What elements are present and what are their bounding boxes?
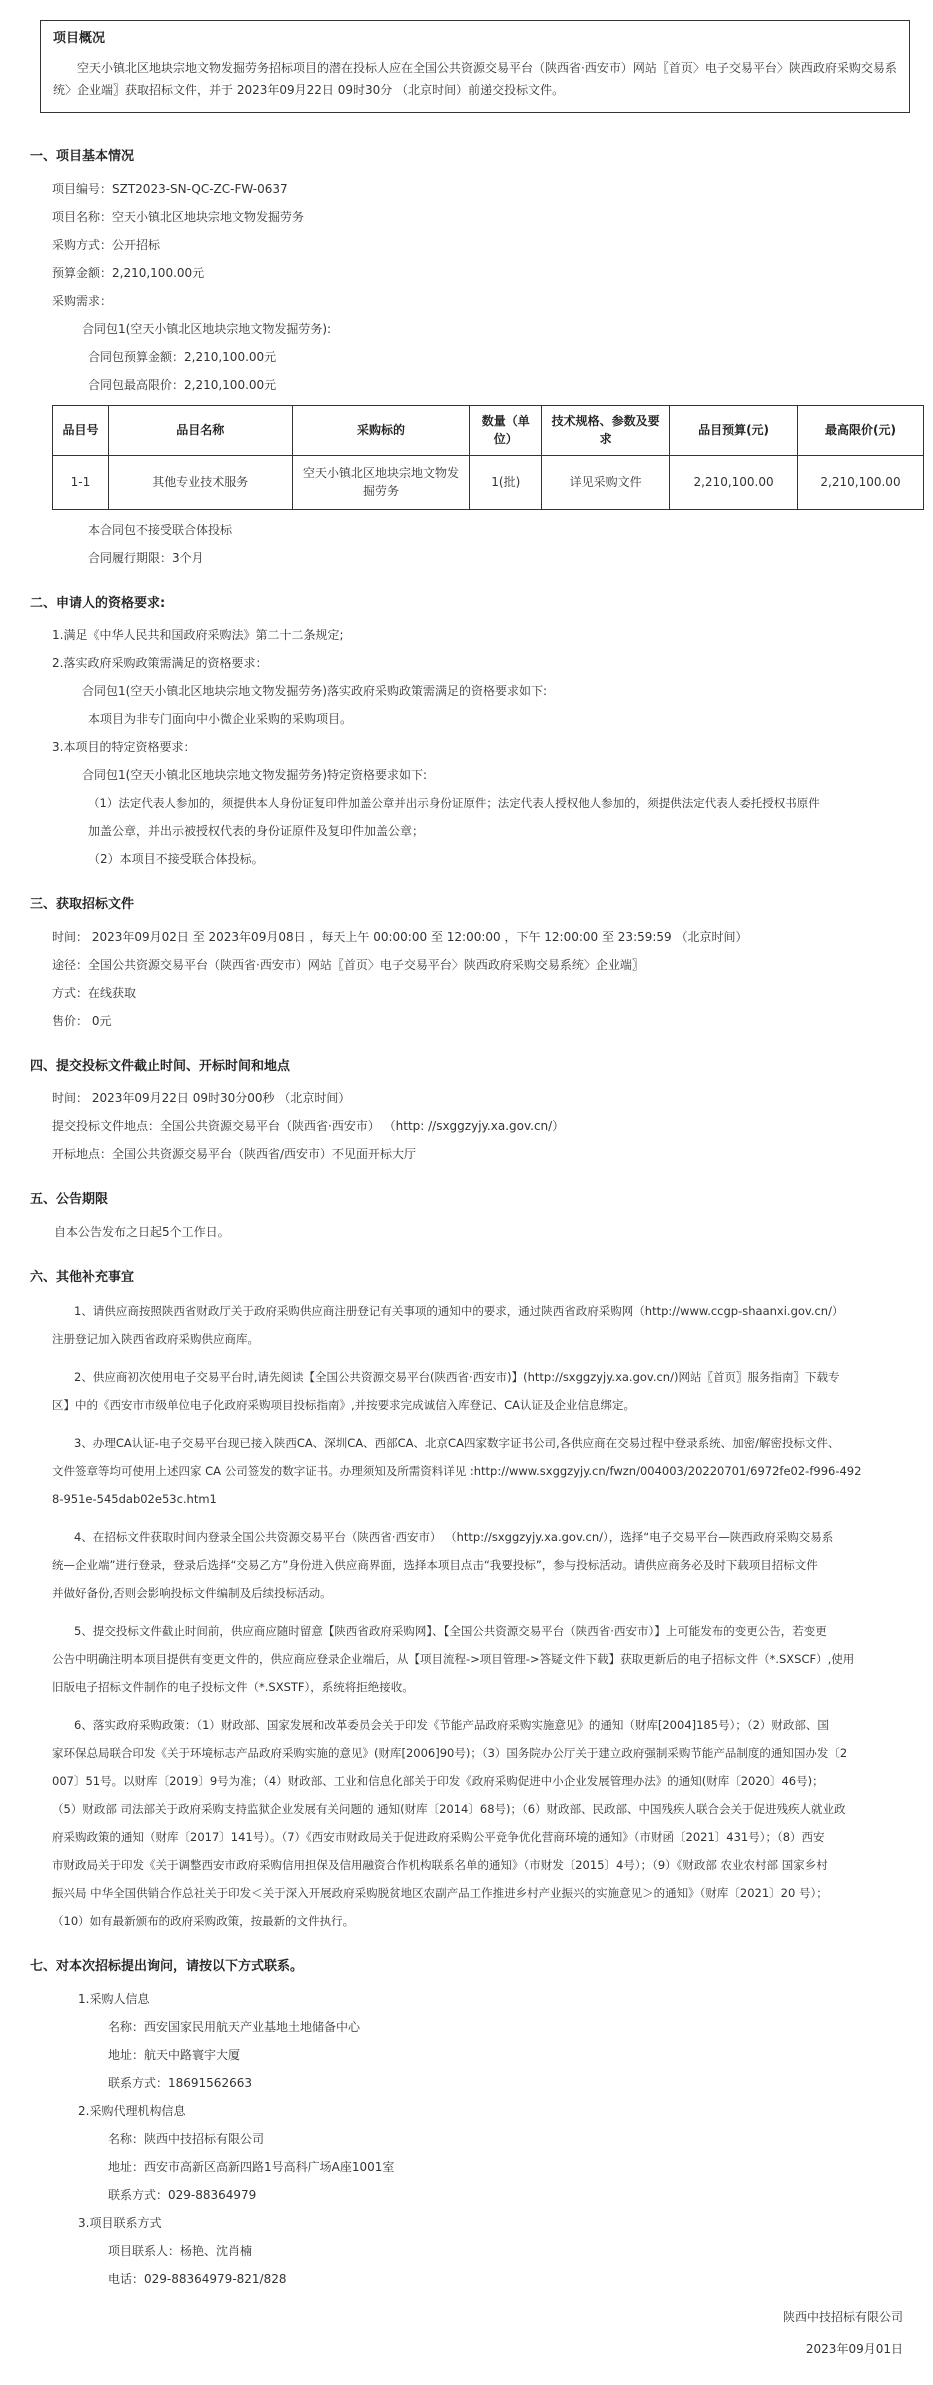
supplement-1b: 注册登记加入陕西省政府采购供应商库。	[52, 1332, 259, 1347]
opening-place: 开标地点：全国公共资源交易平台（陕西省/西安市）不见面开标大厅	[52, 1147, 417, 1162]
project-name: 项目名称：空天小镇北区地块宗地文物发掘劳务	[52, 209, 305, 224]
table-header-cell: 技术规格、参数及要求	[542, 405, 670, 455]
buyer-address: 地址：航天中路寰宇大厦	[108, 2047, 241, 2062]
section-notice-period-heading: 五、公告期限	[30, 1192, 109, 1208]
qualification-requirement-2: （2）本项目不接受联合体投标。	[88, 852, 264, 867]
supplement-3b: 文件签章等均可使用上述四家 CA 公司签发的数字证书。办理须知及所需资料详见 :http://www.sxggzyjy.cn/fwzn/004003/20220701/6972fe02-f996-492	[52, 1464, 862, 1479]
supplement-1a: 1、请供应商按照陕西省财政厅关于政府采购供应商注册登记有关事项的通知中的要求，通过陕西省政府采购网（http://www.ccgp-shaanxi.gov.cn/）	[74, 1304, 844, 1319]
buyer-phone: 联系方式：18691562663	[108, 2075, 252, 2090]
contract-package-title: 合同包1(空天小镇北区地块宗地文物发掘劳务):	[82, 321, 332, 336]
section-deadline-heading: 四、提交投标文件截止时间、开标时间和地点	[30, 1058, 291, 1074]
table-header-cell: 品目预算(元)	[670, 405, 798, 455]
signature-org: 陕西中技招标有限公司	[782, 2309, 903, 2324]
procurement-method: 采购方式：公开招标	[52, 237, 161, 252]
qualification-requirement-1b: 加盖公章，并出示被授权代表的身份证原件及复印件加盖公章；	[88, 824, 425, 839]
project-contact-phone: 电话：029-88364979-821/828	[108, 2271, 287, 2286]
table-header-cell: 采购标的	[292, 405, 470, 455]
supplement-6g: 振兴局 中华全国供销合作总社关于印发＜关于深入开展政府采购脱贫地区农副产品工作推进乡村产业振兴的实施意见＞的通知》（财库〔2021〕20 号）；	[52, 1886, 828, 1901]
section-supplementary-heading: 六、其他补充事宜	[30, 1269, 135, 1285]
supplement-2a: 2、供应商初次使用电子交易平台时,请先阅读【全国公共资源交易平台(陕西省·西安市)】(http://sxggzyjy.xa.gov.cn/)网站〖首页〗服务指南〗下载专	[74, 1370, 840, 1385]
agent-name: 名称：陕西中技招标有限公司	[108, 2131, 265, 2146]
agent-phone: 联系方式：029-88364979	[108, 2187, 257, 2202]
qualification-item-2-package: 合同包1(空天小镇北区地块宗地文物发掘劳务)落实政府采购政策需满足的资格要求如下:	[82, 684, 548, 699]
budget-amount: 预算金额：2,210,100.00元	[52, 265, 205, 280]
supplement-4c: 并做好备份,否则会影响投标文件编制及后续投标活动。	[52, 1586, 332, 1601]
contract-period: 合同履行期限：3个月	[88, 550, 204, 565]
supplement-5c: 旧版电子招标文件制作的电子投标文件（*.SXSTF），系统将拒绝接收。	[52, 1680, 414, 1695]
no-consortium-note: 本合同包不接受联合体投标	[88, 522, 233, 537]
project-number: 项目编号：SZT2023-SN-QC-ZC-FW-0637	[52, 181, 288, 196]
qualification-item-2-text: 本项目为非专门面向中小微企业采购的采购项目。	[88, 712, 353, 727]
agent-address: 地址：西安市高新区高新四路1号高科广场A座1001室	[108, 2159, 395, 2174]
obtain-way: 方式：在线获取	[52, 985, 137, 1000]
deadline-time: 时间： 2023年09月22日 09时30分00秒 （北京时间）	[52, 1091, 351, 1106]
overview-title: 项目概况	[53, 31, 106, 46]
supplement-5a: 5、提交投标文件截止时间前，供应商应随时留意【陕西省政府采购网】、【全国公共资源交易平台（陕西省·西安市）】上可能发布的变更公告，若变更	[74, 1624, 827, 1639]
table-row	[53, 455, 924, 509]
table-header-cell: 最高限价(元)	[798, 405, 924, 455]
buyer-info-title: 1.采购人信息	[78, 1991, 150, 2006]
supplement-6b: 家环保总局联合印发《关于环境标志产品政府采购实施的意见》(财库[2006]90号)；（3）国务院办公厅关于建立政府强制采购节能产品制度的通知国办发〔2	[52, 1746, 848, 1761]
section-obtain-docs-heading: 三、获取招标文件	[30, 897, 135, 913]
announcement-page	[0, 20, 933, 2365]
section-contact-heading: 七、对本次招标提出询问，请按以下方式联系。	[30, 1959, 304, 1975]
agent-info-title: 2.采购代理机构信息	[78, 2103, 186, 2118]
table-cell: 空天小镇北区地块宗地文物发掘劳务	[292, 455, 470, 509]
supplement-3a: 3、办理CA认证-电子交易平台现已接入陕西CA、深圳CA、西部CA、北京CA四家数字证书公司,各供应商在交易过程中登录系统、加密/解密投标文件、	[74, 1436, 840, 1451]
qualification-item-3-package: 合同包1(空天小镇北区地块宗地文物发掘劳务)特定资格要求如下:	[82, 768, 428, 783]
obtain-time: 时间： 2023年09月02日 至 2023年09月08日 ，每天上午 00:00:00 至 12:00:00 ，下午 12:00:00 至 23:59:59 （北京时间）	[52, 929, 748, 944]
supplement-2b: 区】中的《西安市市级单位电子化政府采购项目投标指南》,并按要求完成诚信入库登记、CA认证及企业信息绑定。	[52, 1398, 636, 1413]
supplement-4b: 统—企业端”进行登录，登录后选择“交易乙方”身份进入供应商界面，选择本项目点击“我要投标”，参与投标活动。请供应商务必及时下载项目招标文件	[52, 1558, 818, 1573]
qualification-item-2: 2.落实政府采购政策需满足的资格要求：	[52, 656, 268, 671]
supplement-5b: 公告中明确注明本项目提供有变更文件的，供应商应登录企业端后，从【项目流程->项目管理->答疑文件下载】获取更新后的电子招标文件（*.SXSCF）,使用	[52, 1652, 855, 1667]
package-max-price: 合同包最高限价：2,210,100.00元	[88, 377, 277, 392]
table-cell: 其他专业技术服务	[108, 455, 292, 509]
supplement-6f: 市财政局关于印发《关于调整西安市政府采购信用担保及信用融资合作机构联系名单的通知》（市财发〔2015〕4号）；（9）《财政部 农业农村部 国家乡村	[52, 1858, 828, 1873]
overview-text: 空天小镇北区地块宗地文物发掘劳务招标项目的潜在投标人应在全国公共资源交易平台（陕西省·西安市）网站〖首页〉电子交易平台〉陕西政府采购交易系统〉企业端〗获取招标文件，并于 2023年09月22日 09时30分 （北京时间）前递交投标文件。	[53, 60, 897, 98]
submit-place: 提交投标文件地点：全国公共资源交易平台（陕西省·西安市） （http: //sxggzyjy.xa.gov.cn/）	[52, 1119, 565, 1134]
table-header-cell: 数量（单位）	[470, 405, 542, 455]
obtain-route: 途径：全国公共资源交易平台（陕西省·西安市）网站〖首页〉电子交易平台〉陕西政府采购交易系统〉企业端〗	[52, 957, 644, 972]
supplement-3c: 8-951e-545dab02e53c.htm1	[52, 1492, 217, 1507]
supplement-4a: 4、在招标文件获取时间内登录全国公共资源交易平台（陕西省·西安市） （http://sxggzyjy.xa.gov.cn/），选择“电子交易平台—陕西政府采购交易系	[74, 1530, 834, 1545]
table-cell: 1-1	[53, 455, 109, 509]
table-header-cell: 品目号	[53, 405, 109, 455]
table-cell: 2,210,100.00	[798, 455, 924, 509]
supplement-6d: （5）财政部 司法部关于政府采购支持监狱企业发展有关问题的 通知(财库〔2014〕68号)；（6）财政部、民政部、中国残疾人联合会关于促进残疾人就业政	[52, 1802, 846, 1817]
table-cell: 1(批)	[470, 455, 542, 509]
table-cell: 2,210,100.00	[670, 455, 798, 509]
notice-period-text: 自本公告发布之日起5个工作日。	[54, 1224, 230, 1239]
supplement-6a: 6、落实政府采购政策：（1）财政部、国家发展和改革委员会关于印发《节能产品政府采购实施意见》的通知（财库[2004]185号）；（2）财政部、国	[74, 1718, 829, 1733]
project-contact-people: 项目联系人：杨艳、沈肖楠	[108, 2243, 253, 2258]
section-basic-info-heading: 一、项目基本情况	[30, 149, 135, 165]
supplement-6e: 府采购政策的通知（财库〔2017〕141号）。（7）《西安市财政局关于促进政府采购公平竞争优化营商环境的通知》（市财函〔2021〕431号）；（8）西安	[52, 1830, 825, 1845]
supplement-6h: （10）如有最新颁布的政府采购政策，按最新的文件执行。	[52, 1914, 355, 1929]
items-table	[52, 405, 924, 510]
qualification-item-3: 3.本项目的特定资格要求：	[52, 740, 196, 755]
project-contact-title: 3.项目联系方式	[78, 2215, 162, 2230]
package-budget: 合同包预算金额：2,210,100.00元	[88, 349, 277, 364]
signature-date: 2023年09月01日	[805, 2341, 903, 2356]
obtain-price: 售价： 0元	[52, 1013, 112, 1028]
procurement-requirements-label: 采购需求：	[52, 293, 113, 308]
supplement-6c: 007〕51号。以财库〔2019〕9号为准；（4）财政部、工业和信息化部关于印发《政府采购促进中小企业发展管理办法》的通知(财库〔2020〕46号)；	[52, 1774, 824, 1789]
qualification-requirement-1a: （1）法定代表人参加的，须提供本人身份证复印件加盖公章并出示身份证原件；法定代表人授权他人参加的，须提供法定代表人委托授权书原件	[88, 796, 820, 811]
buyer-name: 名称：西安国家民用航天产业基地土地储备中心	[108, 2019, 361, 2034]
table-cell: 详见采购文件	[542, 455, 670, 509]
table-header-row	[53, 405, 924, 455]
table-header-cell: 品目名称	[108, 405, 292, 455]
qualification-item-1: 1.满足《中华人民共和国政府采购法》第二十二条规定;	[52, 628, 344, 643]
overview-box	[40, 20, 910, 113]
section-qualification-heading: 二、申请人的资格要求:	[30, 595, 166, 611]
